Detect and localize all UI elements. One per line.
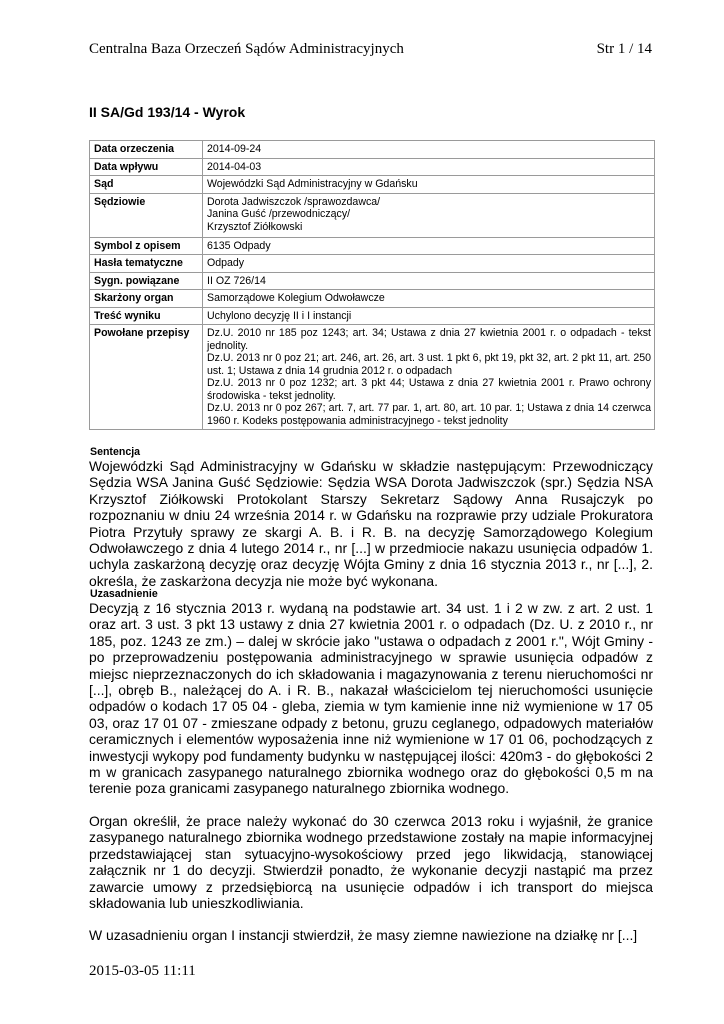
metadata-value-line: Krzysztof Ziółkowski [207, 220, 303, 233]
metadata-value [203, 176, 655, 194]
metadata-label: Hasła tematyczne [90, 255, 203, 273]
metadata-value [203, 141, 655, 159]
metadata-row [90, 237, 655, 255]
uzasadnienie-label: Uzasadnienie [90, 588, 158, 600]
case-title: II SA/Gd 193/14 - Wyrok [89, 104, 246, 120]
metadata-label: Treść wyniku [90, 307, 203, 325]
metadata-value [203, 290, 655, 308]
uzasadnienie-paragraph: Decyzją z 16 stycznia 2013 r. wydaną na podstawie art. 34 ust. 1 i 2 w zw. z art. 2 ust. 1 oraz art. 3 ust. 3 pkt 13 ustawy z dnia 27 kwietnia 2001 r. o odpadach (Dz. U. z 2010 r., nr 185, poz. 1243 ze zm.) – dalej w skrócie jako "ustawa o odpadach z 2001 r.", Wójt Gminy - po przeprowadzeniu postępowania administracyjnego w sprawie usunięcia odpadów z miejsc nieprzeznaczonych do ich składowania i magazynowania z terenu nieruchomości nr [...], obręb B., należącej do A. i R. B., nakazał właścicielom tej nieruchomości usunięcie odpadów o kodach 17 05 04 - gleba, ziemia w tym kamienie inne niż wymienione w 17 05 03, oraz 17 01 07 - zmieszane odpady z betonu, gruzu ceglanego, odpadowych materiałów ceramicznych i elementów wyposażenia inne niż wymienione w 17 01 06, pochodzących z inwestycji wykopy pod fundamenty budynku w następującej ilości: 420m3 - do głębokości 2 m w granicach zasypanego naturalnego zbiornika wodnego oraz do głębokości 0,5 m na terenie poza granicami zasypanego naturalnego zbiornika wodnego. [89, 600, 653, 797]
metadata-row [90, 141, 655, 159]
page-number: Str 1 / 14 [596, 41, 652, 57]
metadata-value [203, 255, 655, 273]
uzasadnienie-text [89, 600, 653, 960]
metadata-value-line: Dz.U. 2013 nr 0 poz 1232; art. 3 pkt 44; Ustawa z dnia 27 kwietnia 2001 r. Prawo ochrony środowiska - tekst jednolity. [207, 377, 651, 402]
metadata-label: Data wpływu [90, 158, 203, 176]
metadata-row [90, 158, 655, 176]
metadata-value [203, 325, 655, 430]
sentencja-text: Wojewódzki Sąd Administracyjny w Gdańsku w składzie następującym: Przewodniczący Sędzia WSA Janina Guść Sędziowie: Sędzia WSA Dorota Jadwiszczok (spr.) Sędzia NSA Krzysztof Ziółkowski Protokolant Starszy Sekretarz Sądowy Anna Rusajczyk po rozpoznaniu w dniu 24 września 2014 r. w Gdańsku na rozprawie przy udziale Prokuratora Piotra Przytuły sprawy ze skargi A. B. i R. B. na decyzję Samorządowego Kolegium Odwoławczego z dnia 4 lutego 2014 r., nr [...] w przedmiocie nakazu usunięcia odpadów 1. uchyla zaskarżoną decyzję oraz decyzję Wójta Gminy z dnia 16 stycznia 2013 r., nr [...], 2. określa, że zaskarżona decyzja nie może być wykonana. [89, 458, 653, 589]
metadata-row [90, 290, 655, 308]
metadata-value-line: Odpady [207, 257, 245, 269]
metadata-value-line: 2014-09-24 [207, 143, 262, 155]
metadata-value [203, 158, 655, 176]
metadata-value-line: Dz.U. 2013 nr 0 poz 267; art. 7, art. 77 par. 1, art. 80, art. 10 par. 1; Ustawa z dnia 14 czerwca 1960 r. Kodeks postępowania administracyjnego - tekst jednolity [207, 402, 651, 427]
metadata-label: Symbol z opisem [90, 237, 203, 255]
metadata-row [90, 272, 655, 290]
metadata-value-line: Dz.U. 2010 nr 185 poz 1243; art. 34; Ustawa z dnia 27 kwietnia 2001 r. o odpadach - tekst jednolity. [207, 327, 651, 352]
metadata-row [90, 255, 655, 273]
metadata-label: Sąd [90, 176, 203, 194]
metadata-value-line: Dz.U. 2013 nr 0 poz 21; art. 246, art. 26, art. 3 ust. 1 pkt 6, pkt 19, pkt 32, art. 2 pkt 11, art. 250 ust. 1; Ustawa z dnia 14 grudnia 2012 r. o odpadach [207, 352, 651, 377]
metadata-label: Sygn. powiązane [90, 272, 203, 290]
metadata-row [90, 307, 655, 325]
metadata-row [90, 325, 655, 430]
metadata-value-line: 6135 Odpady [207, 239, 271, 252]
sentencja-label: Sentencja [90, 446, 141, 458]
uzasadnienie-paragraph: Organ określił, że prace należy wykonać do 30 czerwca 2013 roku i wyjaśnił, że granice zasypanego naturalnego zbiornika wodnego przedstawione zostały na mapie informacyjnej przedstawiającej stan sytuacyjno-wysokościowy przed jego likwidacją, stanowiącej załącznik nr 1 do decyzji. Stwierdził ponadto, że wykonanie decyzji nastąpić ma przez zawarcie umowy z przedsiębiorcą na usunięcie odpadów i ich transport do miejsca składowania lub unieszkodliwiania. [89, 812, 653, 911]
metadata-value-line: Wojewódzki Sąd Administracyjny w Gdańsku [207, 178, 418, 190]
metadata-value-line: 2014-04-03 [207, 160, 262, 173]
metadata-value [203, 193, 655, 237]
metadata-value [203, 237, 655, 255]
metadata-row [90, 176, 655, 194]
print-timestamp: 2015-03-05 11:11 [89, 963, 196, 979]
metadata-row [90, 193, 655, 237]
metadata-label: Skarżony organ [90, 290, 203, 308]
metadata-value-line: II OZ 726/14 [207, 274, 266, 287]
metadata-value [203, 307, 655, 325]
metadata-value-line: Samorządowe Kolegium Odwoławcze [207, 292, 385, 304]
uzasadnienie-paragraph: W uzasadnieniu organ I instancji stwierdził, że masy ziemne nawiezione na działkę nr [...] [89, 927, 638, 944]
metadata-label: Sędziowie [90, 193, 203, 237]
metadata-label: Data orzeczenia [90, 141, 203, 159]
metadata-label: Powołane przepisy [90, 325, 203, 430]
document-source: Centralna Baza Orzeczeń Sądów Administracyjnych [89, 41, 404, 57]
metadata-value [203, 272, 655, 290]
metadata-value-line: Uchylono decyzję II i I instancji [207, 309, 352, 322]
case-metadata-table [89, 140, 655, 430]
metadata-value-line: Dorota Jadwiszczok /sprawozdawca/ [207, 195, 381, 208]
metadata-value-line: Janina Guść /przewodniczący/ [207, 208, 351, 220]
